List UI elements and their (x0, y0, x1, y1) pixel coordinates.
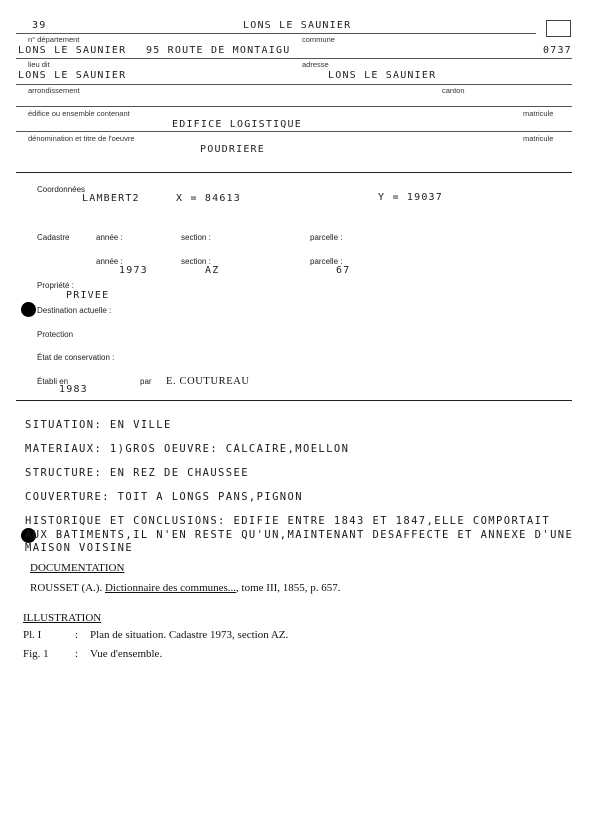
label-arrondissement: arrondissement (28, 86, 80, 95)
arrondissement-value: LONS LE SAUNIER (18, 70, 127, 81)
label-adresse: adresse (302, 60, 329, 69)
coord-x: X = 84613 (176, 193, 241, 204)
etabli-annee: 1983 (59, 384, 88, 395)
label-section: section : (181, 257, 211, 266)
label-commune: commune (302, 35, 335, 44)
couverture-line: COUVERTURE: TOIT A LONGS PANS,PIGNON (25, 491, 303, 503)
illustration-text: Plan de situation. Cadastre 1973, section AZ. (90, 629, 289, 641)
label-propriete: Propriété : (37, 281, 74, 290)
notice-number: 0737 (543, 45, 572, 56)
cadastre-annee: 1973 (119, 265, 148, 276)
doc-title: Dictionnaire des communes... (104, 582, 237, 594)
section-divider (16, 400, 572, 401)
dept-number: 39 (32, 20, 47, 31)
label-lieu-dit: lieu dit (28, 60, 50, 69)
historique-line-3: MAISON VOISINE (25, 542, 134, 554)
label-coordonnees: Coordonnées (37, 185, 86, 194)
label-edifice: édifice ou ensemble contenant (28, 109, 130, 118)
section-divider (16, 172, 572, 173)
documentation-heading: DOCUMENTATION (30, 562, 125, 574)
illustration-text: Vue d'ensemble. (90, 648, 163, 660)
label-denomination: dénomination et titre de l'oeuvre (28, 134, 135, 143)
edifice-value: EDIFICE LOGISTIQUE (172, 119, 302, 130)
divider (16, 58, 572, 59)
illustration-ref: Pl. I (23, 629, 42, 641)
label-departement: n° département (28, 35, 80, 44)
commune-value: LONS LE SAUNIER (243, 20, 352, 31)
propriete-value: PRIVEE (66, 290, 110, 301)
label-annee: année : (96, 233, 123, 242)
cadastre-parcelle: 67 (336, 265, 351, 276)
corner-box (546, 20, 571, 37)
historique-line-2: AUX BATIMENTS,IL N'EN RESTE QU'UN,MAINTENANT DESAFFECTE ET ANNEXE D'UNE (25, 529, 574, 541)
label-par: par (140, 377, 152, 386)
historique-line-1: HISTORIQUE ET CONCLUSIONS: EDIFIE ENTRE 1843 ET 1847,ELLE COMPORTAIT (25, 515, 551, 527)
structure-line: STRUCTURE: EN REZ DE CHAUSSEE (25, 467, 249, 479)
divider (16, 33, 536, 34)
label-cadastre: Cadastre (37, 233, 70, 242)
doc-rest: , tome III, 1855, p. 657. (236, 582, 341, 594)
label-annee: année : (96, 257, 123, 266)
address-value: 95 ROUTE DE MONTAIGU (146, 45, 291, 56)
canton-value: LONS LE SAUNIER (328, 70, 437, 81)
punch-hole (21, 302, 36, 317)
label-etabli: Établi en (37, 377, 69, 386)
label-etat-conservation: État de conservation : (37, 353, 115, 362)
label-section: section : (181, 233, 211, 242)
etabli-par: E. COUTUREAU (166, 376, 250, 387)
divider (16, 131, 572, 132)
label-matricule: matricule (523, 134, 554, 143)
cadastre-section: AZ (205, 265, 220, 276)
situation-line: SITUATION: EN VILLE (25, 419, 172, 431)
illustration-colon: : (75, 629, 79, 641)
label-parcelle: parcelle : (310, 257, 343, 266)
denomination-value: POUDRIERE (200, 144, 265, 155)
illustration-heading: ILLUSTRATION (23, 612, 102, 624)
doc-author: ROUSSET (A.). (30, 582, 103, 594)
illustration-colon: : (75, 648, 79, 660)
divider (16, 84, 572, 85)
label-canton: canton (442, 86, 465, 95)
divider (16, 106, 572, 107)
illustration-ref: Fig. 1 (23, 648, 49, 660)
label-protection: Protection (37, 330, 74, 339)
label-parcelle: parcelle : (310, 233, 343, 242)
coord-y: Y = 19037 (378, 192, 443, 203)
lambert-value: LAMBERT2 (82, 193, 140, 204)
label-destination: Destination actuelle : (37, 306, 112, 315)
documentation-entry (30, 582, 341, 594)
label-matricule: matricule (523, 109, 554, 118)
lieu-dit-value: LONS LE SAUNIER (18, 45, 127, 56)
materiaux-line: MATERIAUX: 1)GROS OEUVRE: CALCAIRE,MOELLON (25, 443, 350, 455)
